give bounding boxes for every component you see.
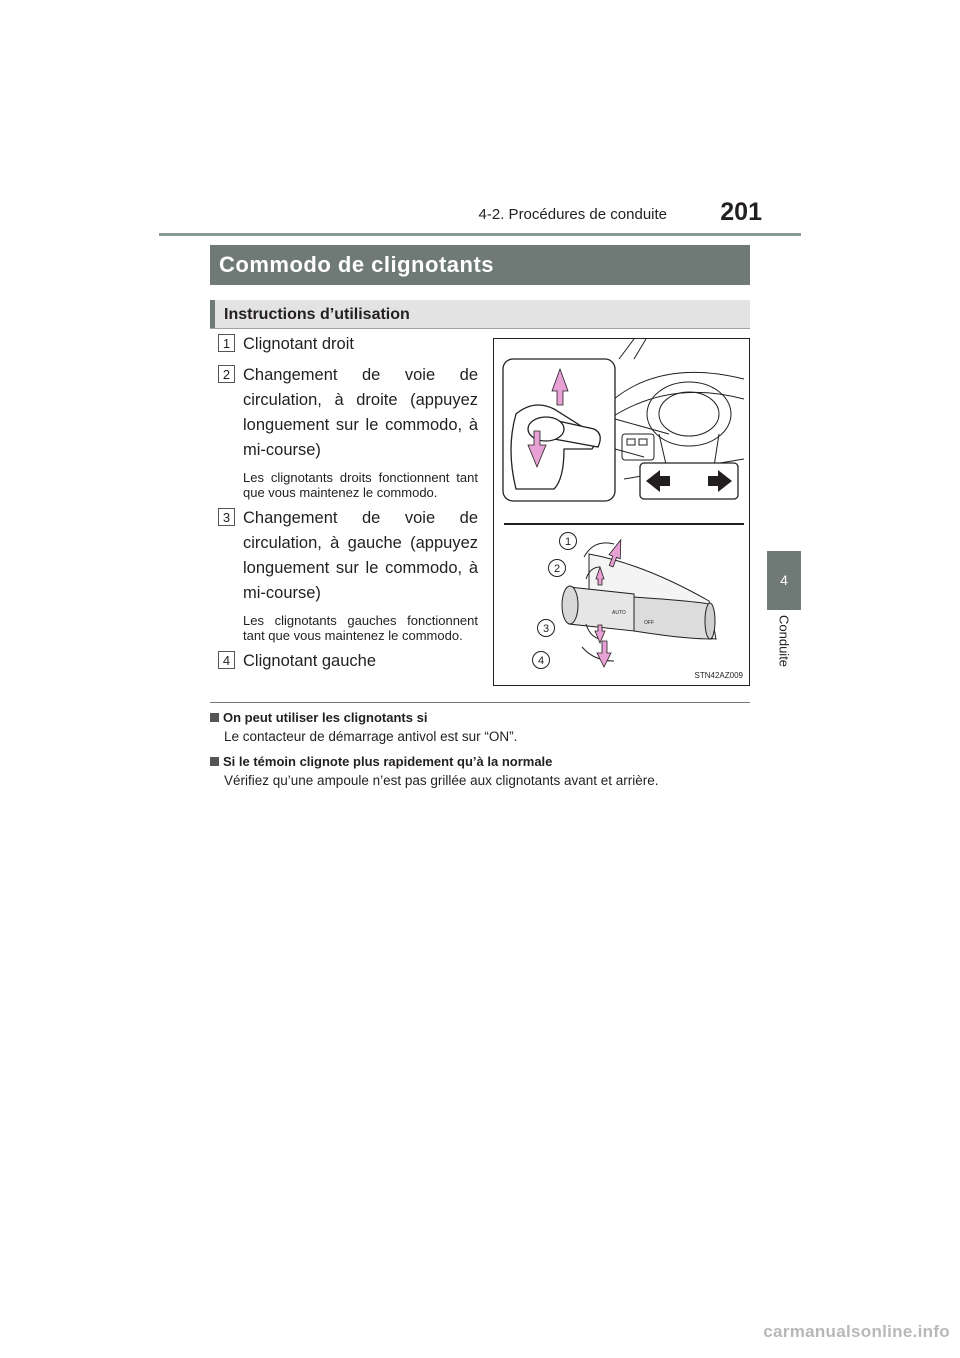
item-title: Clignotant droit (243, 335, 354, 353)
callout-4 (533, 652, 550, 669)
arrow-4-icon (597, 641, 611, 667)
item-title: Clignotant gauche (243, 652, 377, 670)
watermark-link[interactable]: carmanualsonline.info (763, 1322, 950, 1341)
square-bullet-icon (210, 757, 219, 766)
running-header-section: 4-2. Procédures de conduite (478, 206, 667, 223)
item-note: Les clignotants droits fonctionnent tant que vous maintenez le commodo. (243, 470, 478, 500)
square-bullet-icon (210, 713, 219, 722)
instruction-item-2 (210, 363, 478, 500)
item-number-badge: 4 (218, 651, 235, 669)
illustration-drawing (494, 339, 750, 686)
note-body: Vérifiez qu’une ampoule n’est pas grillée aux clignotants avant et arrière. (224, 773, 659, 788)
item-number-badge: 3 (218, 508, 235, 526)
instruction-item-1 (210, 332, 478, 357)
item-note: Les clignotants gauches fonctionnent tant que vous maintenez le commodo. (243, 613, 478, 643)
callout-3-label: 3 (542, 623, 550, 635)
notes-rule (210, 702, 750, 703)
item-number-badge: 1 (218, 334, 235, 352)
note-heading (210, 754, 750, 770)
instruction-list (210, 332, 478, 680)
notes-section (210, 710, 750, 798)
turn-signal-lever-illustration (493, 338, 750, 686)
callout-line (615, 449, 644, 457)
callout-4-label: 4 (537, 655, 545, 667)
item-title: Changement de voie de circulation, à gauche (appuyez longuement sur le commodo, à mi-course) (243, 509, 478, 602)
note-2 (210, 754, 750, 790)
note-body: Le contacteur de démarrage antivol est sur “ON”. (224, 729, 518, 744)
subsection-heading: Instructions d’utilisation (210, 300, 750, 329)
instruction-item-3 (210, 506, 478, 643)
note-heading-text: On peut utiliser les clignotants si (223, 710, 428, 725)
note-heading-text: Si le témoin clignote plus rapidement qu’à la normale (223, 754, 553, 769)
page-number: 201 (720, 198, 762, 226)
note-heading (210, 710, 750, 726)
figure-code: STN42AZ009 (694, 671, 743, 680)
chapter-tab-label: Conduite (776, 615, 792, 668)
callout-1 (560, 533, 577, 550)
instruction-item-4 (210, 649, 478, 674)
callout-3 (538, 620, 555, 637)
note-1 (210, 710, 750, 746)
lever-drawing (562, 554, 716, 639)
callout-1-label: 1 (564, 536, 572, 548)
callout-2-label: 2 (553, 563, 561, 575)
header-rule (159, 233, 801, 236)
lever-label-off: OFF (644, 620, 654, 626)
item-number-badge: 2 (218, 365, 235, 383)
chapter-tab-number[interactable]: 4 (767, 551, 801, 610)
callout-2 (549, 560, 566, 577)
subsection-rule (210, 328, 750, 329)
lever-label-auto: AUTO (612, 610, 626, 616)
section-title: Commodo de clignotants (210, 245, 750, 285)
item-title: Changement de voie de circulation, à droite (appuyez longuement sur le commodo, à mi-course) (243, 366, 478, 459)
